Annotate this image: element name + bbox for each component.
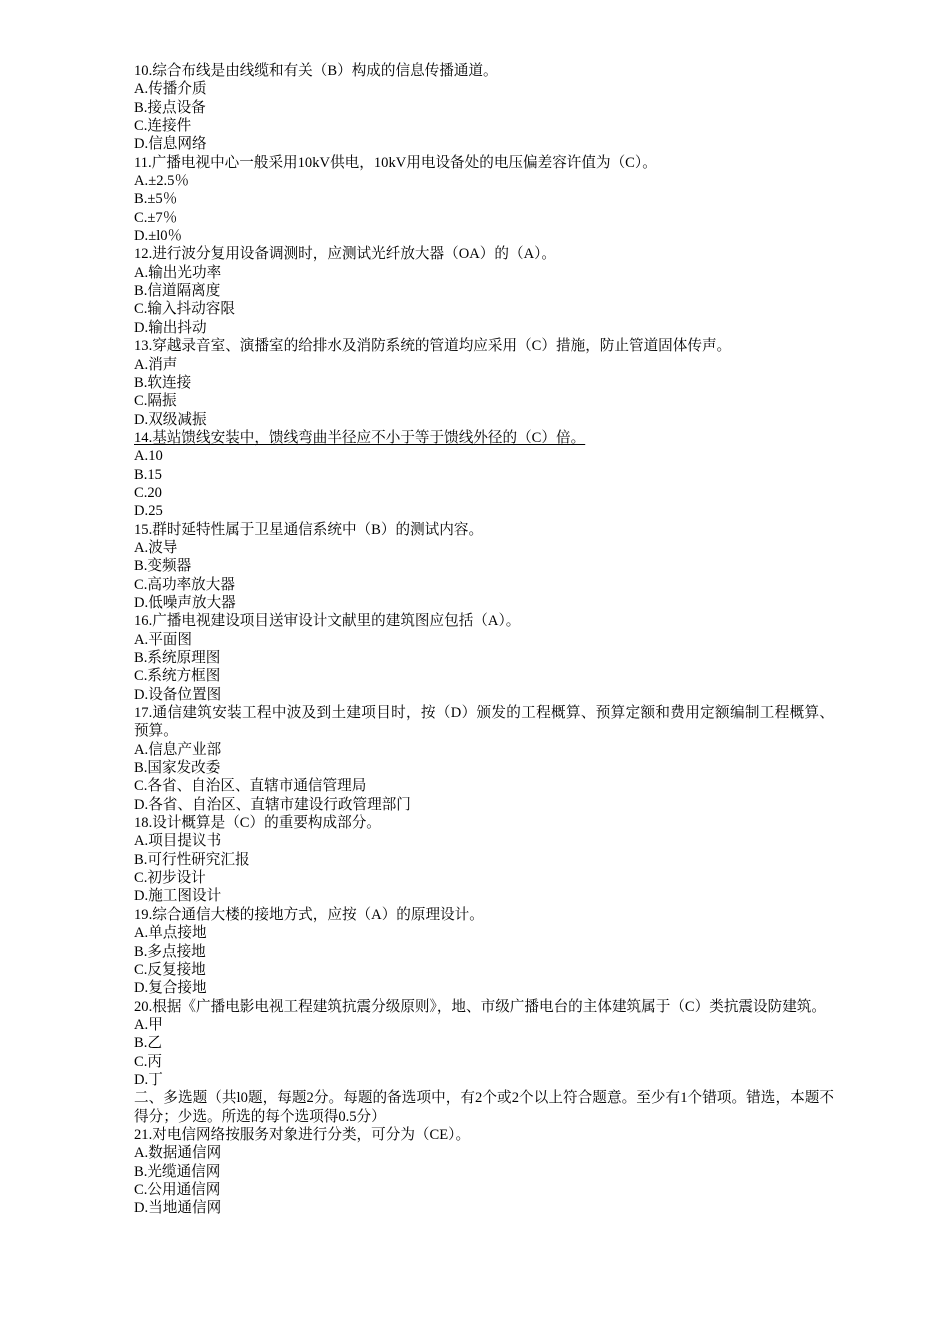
question-21 — [134, 1126, 834, 1218]
question-18 — [134, 814, 834, 906]
option-a: A.数据通信网 — [134, 1145, 222, 1162]
option-c: C.丙 — [134, 1053, 162, 1070]
question-stem: 10.综合布线是由线缆和有关（B）构成的信息传播通道。 — [134, 63, 498, 79]
question-stem: 17.通信建筑安装工程中波及到土建项目时，按（D）颁发的工程概算、预算定额和费用定额编制工程概算、预算。 — [134, 705, 834, 740]
option-a: A.波导 — [134, 539, 178, 556]
question-12 — [134, 245, 834, 337]
option-a: A.信息产业部 — [134, 741, 222, 758]
option-d: D.输出抖动 — [134, 319, 207, 336]
option-c: C.±7％ — [134, 209, 178, 226]
question-stem: 16.广播电视建设项目送审设计文献里的建筑图应包括（A）。 — [134, 613, 521, 630]
option-b: B.接点设备 — [134, 99, 206, 116]
option-a: A.传播介质 — [134, 81, 207, 98]
option-c: C.输入抖动容限 — [134, 301, 235, 318]
option-b: B.可行性研究汇报 — [134, 851, 250, 868]
option-b: B.乙 — [134, 1035, 162, 1052]
option-a: A.10 — [134, 448, 163, 465]
option-b: B.变频器 — [134, 558, 192, 575]
question-stem: 13.穿越录音室、演播室的给排水及消防系统的管道均应采用（C）措施，防止管道固体传声。 — [134, 338, 732, 355]
question-stem: 21.对电信网络按服务对象进行分类，可分为（CE）。 — [134, 1126, 471, 1143]
question-10 — [134, 62, 834, 154]
option-b: B.国家发改委 — [134, 760, 221, 777]
option-d: D.当地通信网 — [134, 1200, 222, 1217]
option-a: A.±2.5％ — [134, 173, 190, 190]
question-11 — [134, 154, 834, 246]
option-d: D.复合接地 — [134, 980, 207, 997]
question-stem: 14.基站馈线安装中，馈线弯曲半径应不小于等于馈线外径的（C）倍。 — [134, 429, 586, 446]
option-d: D.信息网络 — [134, 136, 207, 153]
question-17 — [134, 704, 834, 814]
option-d: D.双级减振 — [134, 411, 207, 428]
question-stem: 15.群时延特性属于卫星通信系统中（B）的测试内容。 — [134, 521, 484, 538]
option-a: A.平面图 — [134, 631, 192, 648]
option-d: D.各省、自治区、直辖市建设行政管理部门 — [134, 796, 411, 813]
option-b: B.15 — [134, 466, 162, 483]
option-c: C.连接件 — [134, 118, 192, 135]
question-20 — [134, 998, 834, 1090]
option-c: C.隔振 — [134, 393, 177, 410]
question-stem: 11.广播电视中心一般采用10kV供电，10kV用电设备处的电压偏差容许值为（C）。 — [134, 154, 657, 171]
option-c: C.初步设计 — [134, 870, 206, 887]
question-stem: 20.根据《广播电影电视工程建筑抗震分级原则》，地、市级广播电台的主体建筑属于（C）类抗震设防建筑。 — [134, 998, 826, 1015]
option-a: A.消声 — [134, 356, 178, 373]
question-13 — [134, 337, 834, 429]
option-b: B.软连接 — [134, 374, 192, 391]
option-b: B.±5％ — [134, 191, 178, 208]
option-c: C.反复接地 — [134, 961, 206, 978]
option-a: A.输出光功率 — [134, 264, 222, 281]
question-stem: 18.设计概算是（C）的重要构成部分。 — [134, 815, 381, 832]
option-d: D.±l0％ — [134, 228, 183, 245]
option-d: D.25 — [134, 503, 163, 520]
option-c: C.各省、自治区、直辖市通信管理局 — [134, 778, 367, 795]
option-c: C.高功率放大器 — [134, 576, 235, 593]
option-b: B.信道隔离度 — [134, 283, 221, 300]
option-d: D.设备位置图 — [134, 686, 222, 703]
question-14 — [134, 429, 834, 521]
option-c: C.系统方框图 — [134, 668, 221, 685]
option-c: C.公用通信网 — [134, 1181, 221, 1198]
option-a: A.单点接地 — [134, 925, 207, 942]
option-d: D.低噪声放大器 — [134, 594, 236, 611]
question-15 — [134, 521, 834, 613]
option-c: C.20 — [134, 484, 162, 501]
option-b: B.系统原理图 — [134, 650, 221, 666]
section-multiple-choice — [134, 1089, 834, 1217]
question-stem: 12.进行波分复用设备调测时，应测试光纤放大器（OA）的（A）。 — [134, 246, 556, 263]
option-d: D.施工图设计 — [134, 888, 222, 905]
option-b: B.光缆通信网 — [134, 1163, 221, 1180]
document-page — [134, 62, 834, 1218]
section-heading: 二、多选题（共l0题，每题2分。每题的备选项中，有2个或2个以上符合题意。至少有1个错项。错选，本题不得分；少选。所选的每个选项得0.5分） — [134, 1090, 834, 1125]
option-a: A.项目提议书 — [134, 833, 222, 850]
option-a: A.甲 — [134, 1016, 163, 1033]
option-d: D.丁 — [134, 1071, 163, 1088]
question-16 — [134, 612, 834, 704]
question-19 — [134, 906, 834, 998]
option-b: B.多点接地 — [134, 943, 206, 960]
question-stem: 19.综合通信大楼的接地方式，应按（A）的原理设计。 — [134, 906, 484, 923]
